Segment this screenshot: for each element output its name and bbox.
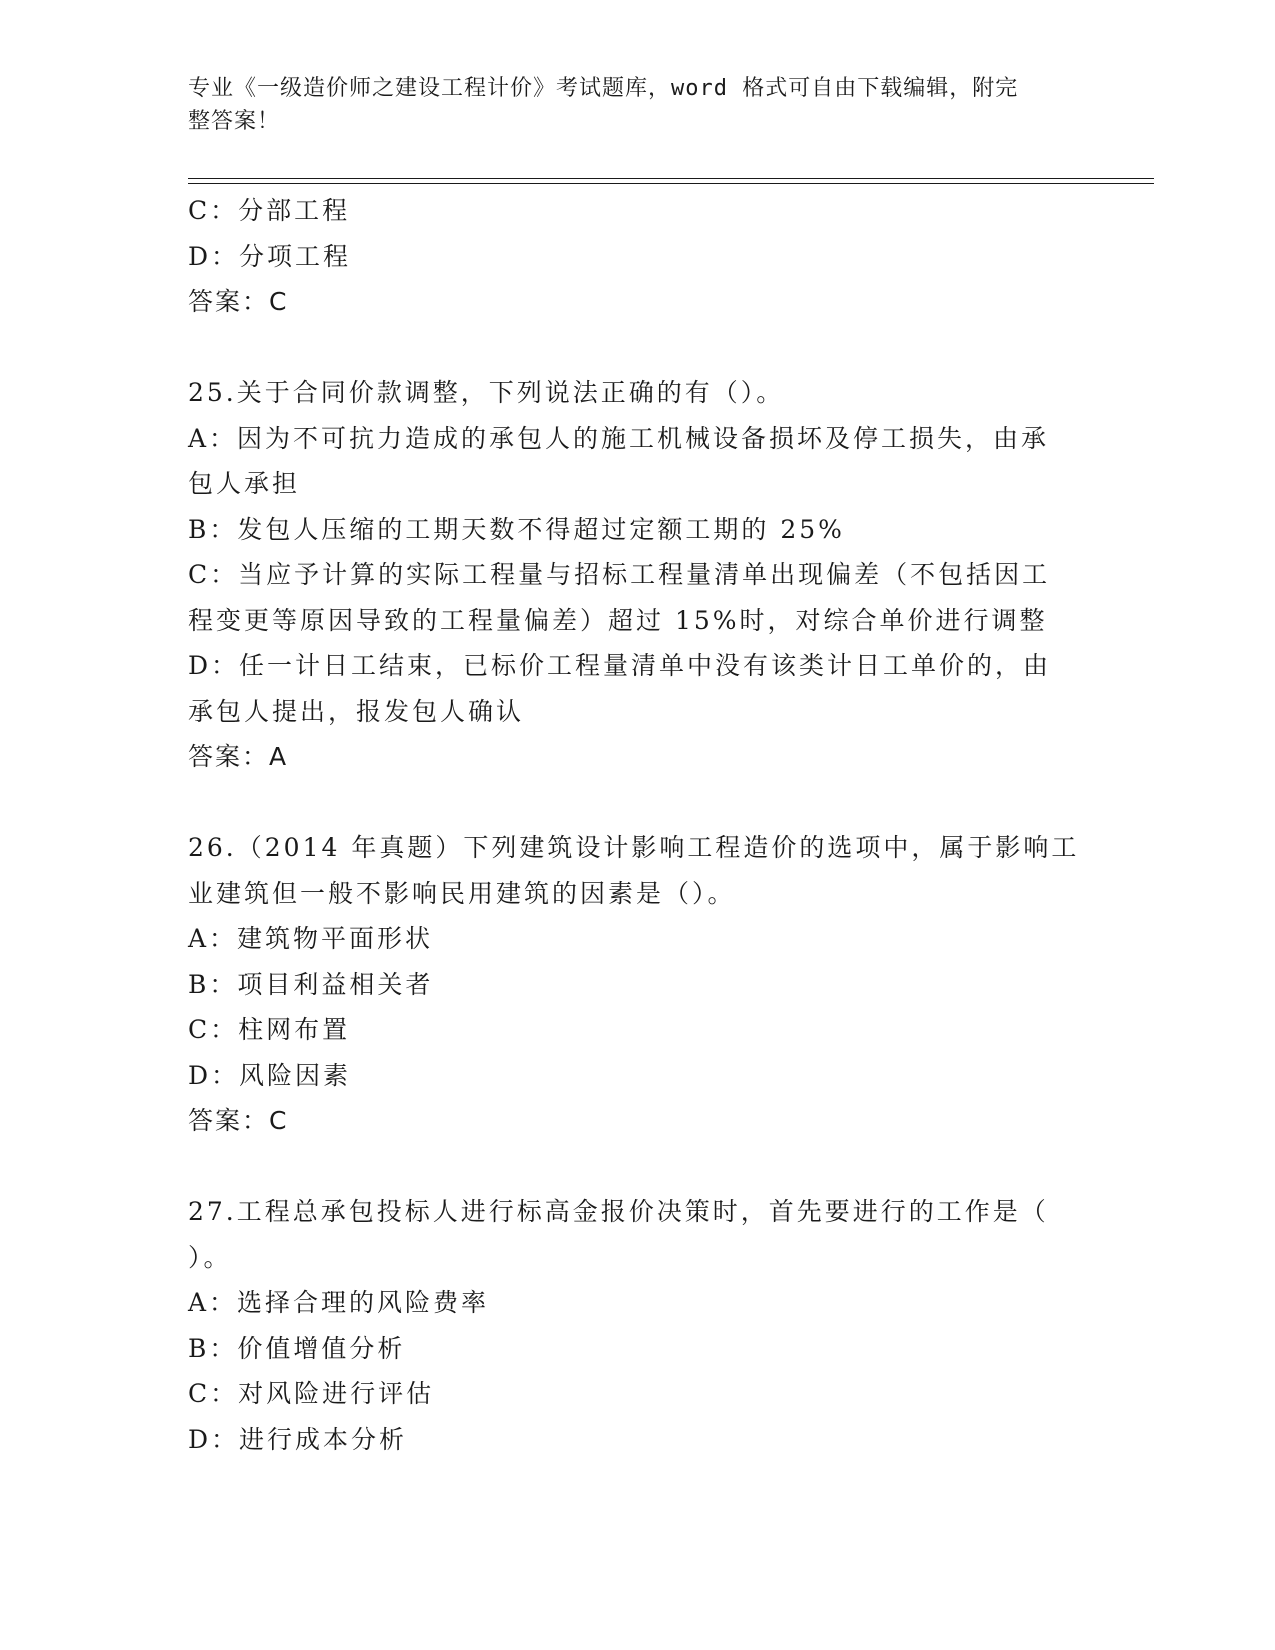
question-block (188, 825, 1088, 1144)
question-block (188, 370, 1088, 780)
option-line: B：发包人压缩的工期天数不得超过定额工期的 25% (188, 514, 845, 544)
answer-line: 答案：C (188, 287, 289, 316)
option-line: 承包人提出，报发包人确认 (188, 696, 525, 726)
question-list (188, 188, 1088, 1462)
spacer (188, 1144, 1088, 1190)
answer-line: 答案：C (188, 1106, 289, 1135)
option-line: 程变更等原因导致的工程量偏差）超过 15%时，对综合单价进行调整 (188, 605, 1048, 635)
option-line: A：选择合理的风险费率 (188, 1288, 490, 1317)
option-line: D：进行成本分析 (188, 1424, 408, 1454)
question-stem: 27.工程总承包投标人进行标高金报价决策时，首先要进行的工作是（ (188, 1197, 1049, 1226)
question-block (188, 1189, 1088, 1462)
option-line: D：任一计日工结束，已标价工程量清单中没有该类计日工单价的，由 (188, 651, 1052, 680)
question-stem: 26.（2014 年真题）下列建筑设计影响工程造价的选项中，属于影响工 (188, 833, 1080, 862)
option-line: C：对风险进行评估 (188, 1379, 435, 1408)
header-divider-bottom (188, 183, 1154, 184)
option-line: A：因为不可抗力造成的承包人的施工机械设备损坏及停工损失，由承 (188, 423, 1050, 453)
header-line-2: 整答案！ (188, 109, 281, 134)
answer-line: 答案：A (188, 742, 289, 771)
option-line: D：分项工程 (188, 241, 352, 271)
option-line: C：分部工程 (188, 196, 351, 225)
question-stem: 业建筑但一般不影响民用建筑的因素是（）。 (188, 878, 736, 908)
option-line: A：建筑物平面形状 (188, 924, 434, 953)
option-line: C：柱网布置 (188, 1015, 351, 1044)
question-stem: 25.关于合同价款调整，下列说法正确的有（）。 (188, 378, 785, 407)
question-block (188, 188, 1088, 325)
spacer (188, 325, 1088, 371)
option-line: B：项目利益相关者 (188, 969, 434, 999)
header-divider-top (188, 178, 1154, 179)
spacer (188, 780, 1088, 826)
question-stem: ）。 (188, 1242, 232, 1272)
option-line: 包人承担 (188, 469, 301, 498)
option-line: D：风险因素 (188, 1060, 352, 1090)
page-header (188, 72, 1068, 138)
option-line: B：价值增值分析 (188, 1333, 406, 1363)
header-line-1: 专业《一级造价师之建设工程计价》考试题库，word 格式可自由下载编辑，附完 (188, 76, 1019, 101)
option-line: C：当应予计算的实际工程量与招标工程量清单出现偏差（不包括因工 (188, 560, 1051, 589)
